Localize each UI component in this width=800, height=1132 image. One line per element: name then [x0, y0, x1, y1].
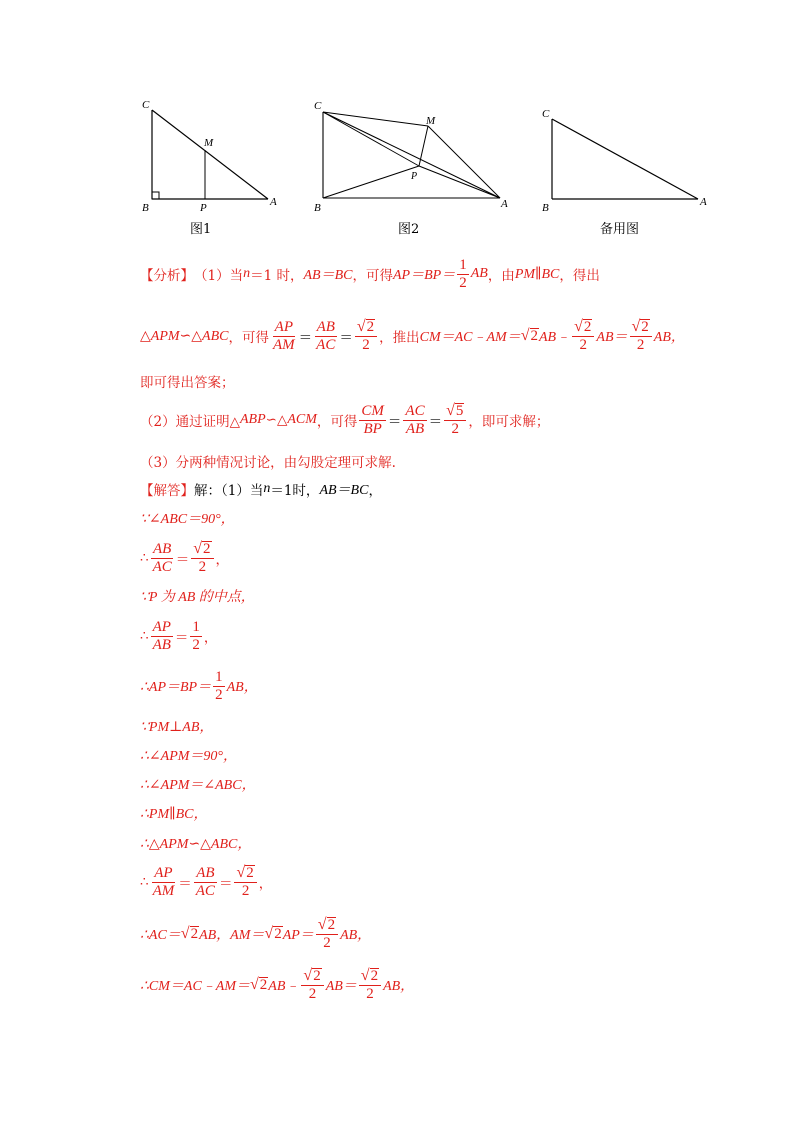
numerator: AB: [316, 318, 335, 335]
text: ，可得: [352, 268, 393, 284]
fraction-root2-over-2: √ 2 2: [316, 917, 338, 952]
fraction-one-half: [457, 257, 469, 292]
figure-1-caption: 图1: [190, 222, 212, 237]
equation: AB，: [226, 680, 258, 695]
fraction-ap-ab: [151, 619, 173, 654]
denominator: BP: [363, 420, 382, 437]
therefore-symbol: ∴: [140, 628, 149, 644]
denominator: AM: [152, 882, 175, 899]
fig3-label-b: B: [542, 202, 549, 214]
radicand: 2: [370, 967, 379, 984]
equation: ∴AP＝BP＝: [140, 680, 212, 695]
text: 即可得出答案；: [140, 375, 235, 391]
solution-line-9: [140, 804, 207, 822]
radicand: 2: [274, 926, 282, 942]
fraction-root2-over-2: √ 2 2: [191, 541, 213, 576]
fig3-label-a: A: [700, 196, 707, 208]
fig1-label-b: B: [142, 202, 149, 214]
numerator: AB: [153, 540, 172, 557]
equation: AB＝BC: [319, 483, 369, 498]
radicand: 2: [583, 318, 592, 335]
equation: AB﹣: [268, 979, 300, 994]
denominator: 2: [241, 882, 250, 899]
solution-line-11: ∴ $\frac{AP}{AM}$ ＝ $\frac{AB}{AC}$ ＝ √ 2 2 ，: [140, 863, 273, 899]
equation: AP＝: [282, 928, 314, 943]
solution-line-10: [140, 834, 251, 852]
denominator: 2: [308, 985, 317, 1002]
equation: AB，: [653, 330, 685, 345]
figure-3-caption: 备用图: [600, 222, 640, 237]
equation: CM＝AC﹣AM＝: [419, 330, 521, 345]
equation: ∴∠APM＝∠ABC，: [140, 778, 256, 793]
text: （3）分两种情况讨论，由勾股定理可求解.: [140, 455, 396, 471]
solution-line-5: [140, 668, 258, 704]
fraction-ap-am: [151, 865, 177, 900]
var: ACM: [287, 412, 317, 427]
analysis-line-1: [140, 256, 600, 292]
fraction-ab-ac: [151, 541, 174, 576]
text: ＝1 时，: [250, 268, 304, 284]
fig2-label-m: M: [426, 115, 436, 127]
numerator: AB: [196, 864, 215, 881]
solution-tag: 【解答】: [140, 483, 194, 499]
solution-line-7: [140, 746, 237, 764]
solution-line-1: [140, 509, 235, 527]
radicand: 2: [366, 318, 375, 335]
text: ，即可求解；: [468, 414, 550, 430]
equation: ∴△APM∽△ABC，: [140, 837, 252, 852]
denominator: AC: [195, 882, 215, 899]
solution-line-13: [140, 965, 414, 1005]
fig2-label-c: C: [314, 100, 322, 112]
denominator: 2: [636, 336, 645, 353]
text: ，: [215, 552, 230, 568]
equation: ∵∠ABC＝90°，: [140, 512, 235, 527]
equation: AB﹣: [539, 330, 571, 345]
fig1-label-c: C: [142, 99, 150, 111]
solution-line-2: ∴ $\frac{AB}{AC}$ ＝ √ 2 2 ，: [140, 539, 230, 575]
equation: ∴∠APM＝90°，: [140, 749, 238, 764]
fraction-root2-over-2: √ 2 2: [572, 319, 594, 354]
fig2-label-a: A: [501, 198, 508, 210]
fig2-label-b: B: [314, 202, 321, 214]
radicand: 5: [455, 402, 464, 419]
numerator: AP: [152, 618, 171, 635]
numerator: AP: [274, 318, 293, 335]
fig3-label-c: C: [542, 108, 550, 120]
figure-1: [138, 95, 288, 215]
equation: PM∥BC: [514, 266, 560, 282]
denominator: AC: [316, 336, 336, 353]
fig1-label-m: M: [204, 137, 214, 149]
radicand: 2: [203, 540, 211, 557]
analysis-line-5: [140, 452, 396, 470]
equation: AB＝: [596, 330, 628, 345]
sqrt-2: √ 2: [250, 976, 268, 993]
numerator: 1: [215, 668, 223, 685]
solution-line-0: [140, 480, 382, 498]
text: ∽△: [265, 412, 288, 428]
sqrt-2: √ 2: [180, 925, 199, 942]
figure-3: [540, 95, 720, 215]
equation: ∴AC＝: [140, 928, 181, 943]
fraction-root2-over-2: √ 2 2: [630, 319, 652, 354]
var: ABP: [239, 412, 266, 427]
var-n: n: [243, 266, 251, 281]
equation: AB＝: [325, 979, 357, 994]
var: AB: [470, 266, 488, 281]
numerator: AP: [154, 864, 173, 881]
fig1-label-p: P: [200, 202, 207, 214]
radicand: 2: [259, 977, 268, 993]
numerator: 1: [459, 256, 467, 273]
similar-triangles: △APM∽△ABC: [140, 328, 229, 344]
sqrt-2: √ 2: [264, 925, 282, 942]
fraction-one-half: [190, 619, 202, 654]
text: 解：（1）当: [194, 483, 264, 499]
text: （2）通过证明△: [140, 414, 240, 430]
equation: ∴CM＝AC﹣AM＝: [140, 979, 251, 994]
var-n: n: [263, 481, 271, 496]
radicand: 2: [313, 967, 321, 984]
solution-line-8: [140, 775, 256, 793]
fraction-root2-over-2: √ 2 2: [234, 865, 256, 900]
fraction-one-half: [213, 669, 225, 704]
text: ，: [258, 876, 273, 892]
figure-3-diagram: [540, 95, 720, 215]
numerator: 1: [192, 618, 200, 635]
denominator: AB: [405, 420, 425, 437]
radicand: 2: [190, 926, 199, 942]
radicand: 2: [327, 916, 336, 933]
radicand: 2: [530, 328, 538, 344]
fraction-ac-ab: [403, 403, 426, 438]
fraction-ab-ac: [194, 865, 217, 900]
fraction-cm-bp: [359, 403, 386, 438]
numerator: CM: [361, 402, 384, 419]
figure-2: [308, 95, 518, 215]
fig1-label-a: A: [270, 196, 277, 208]
denominator: AM: [272, 336, 295, 353]
equation: AB＝BC: [303, 268, 353, 283]
solution-line-6: [140, 717, 213, 735]
text: ，推出: [379, 330, 420, 346]
denominator: 2: [579, 336, 587, 353]
fraction-root5-over-2: √ 5 2: [444, 403, 466, 438]
analysis-line-4: （2）通过证明△ ABP ∽△ ACM ，可得 $\frac{CM}{BP}$ ＝ $\frac{AC}{AB}$ ＝ √ 5 2 ，即可求解；: [140, 401, 550, 437]
denominator: 2: [323, 934, 331, 951]
text: ，可得: [228, 330, 269, 346]
equation: AP＝BP＝: [392, 268, 456, 283]
fraction-root2-over-2: √ 2 2: [355, 319, 377, 354]
equation: ∵P 为 AB 的中点，: [140, 590, 255, 605]
therefore-symbol: ∴: [140, 874, 149, 890]
denominator: 2: [459, 274, 467, 291]
fraction-root2-over-2: √ 2 2: [301, 968, 323, 1003]
equation: AB，: [383, 979, 415, 994]
fraction-root2-over-2: √ 2 2: [359, 968, 381, 1003]
solution-line-12: [140, 914, 371, 954]
denominator: 2: [366, 985, 374, 1002]
solution-line-3: [140, 587, 255, 605]
equation: AB，: [340, 928, 372, 943]
denominator: 2: [362, 336, 370, 353]
solution-line-4: ∴ $\frac{AP}{AB}$ ＝ $\frac{1}{2}$ ，: [140, 618, 218, 653]
text: （1）当: [194, 268, 244, 284]
denominator: 2: [215, 686, 223, 703]
equation: ∴PM∥BC，: [140, 807, 208, 822]
equation: AB，AM＝: [199, 928, 265, 943]
sqrt-2: √ 2: [520, 327, 538, 344]
numerator: AC: [405, 402, 425, 419]
denominator: AC: [152, 558, 172, 575]
text: ，可得: [316, 414, 358, 430]
analysis-line-3: [140, 372, 235, 390]
therefore-symbol: ∴: [140, 550, 149, 566]
figure-1-diagram: [138, 95, 288, 215]
figure-2-caption: 图2: [398, 222, 420, 237]
text: ，由: [487, 268, 515, 284]
denominator: 2: [198, 558, 207, 575]
text: ，得出: [559, 268, 600, 284]
text: ，: [368, 483, 382, 499]
text: ＝1时，: [270, 483, 320, 499]
fig2-label-p: P: [411, 171, 418, 182]
denominator: 2: [451, 420, 459, 437]
text: ，: [203, 630, 218, 646]
denominator: 2: [192, 636, 200, 653]
fraction-ap-am: [271, 319, 297, 354]
analysis-line-2: △APM∽△ABC ，可得 $\frac{AP}{AM}$ ＝ $\frac{AB}{AC}$ ＝ √ 2 2 ，推出 CM＝AC﹣AM＝ √ 2 AB﹣ √ 2 2 AB＝ √ 2 2 AB，: [140, 317, 685, 353]
analysis-tag: 【分析】: [140, 268, 194, 284]
fraction-ab-ac: [314, 319, 337, 354]
radicand: 2: [246, 864, 254, 881]
equation: ∵PM⊥AB，: [140, 720, 214, 735]
radicand: 2: [641, 318, 649, 335]
figure-2-diagram: [308, 95, 518, 215]
denominator: AB: [152, 636, 171, 653]
